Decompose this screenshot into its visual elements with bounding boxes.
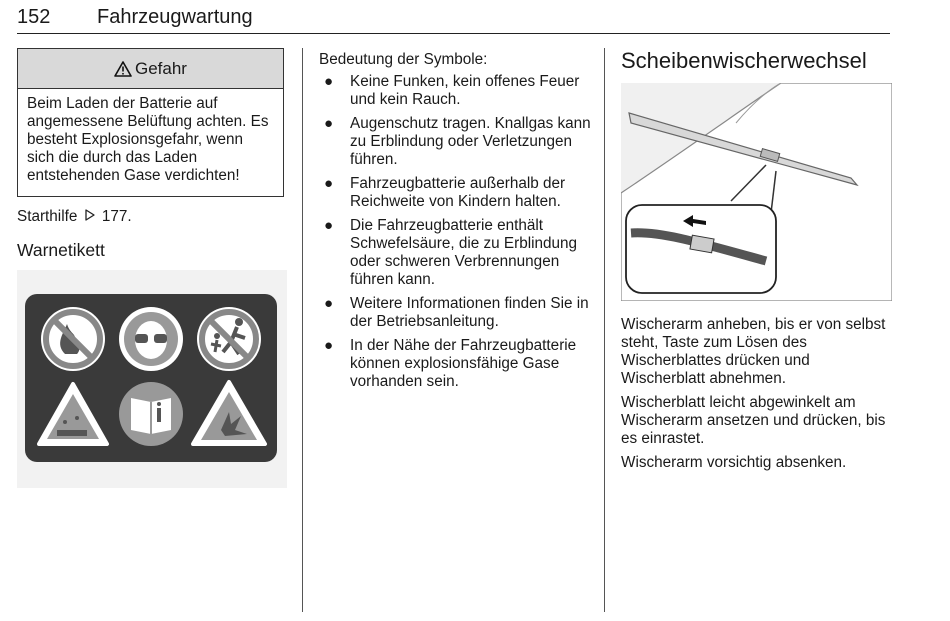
danger-text: Beim Laden der Batterie auf angemessene Belüftung achten. Es besteht Explosionsgefahr, wenn sich die durch das Laden entstehenden Gase verdichten!: [27, 95, 269, 184]
wiper-blade-image: [621, 83, 892, 301]
eye-protection-icon: [119, 307, 183, 371]
bullet-icon: ●: [324, 217, 334, 234]
list-item-text: Augenschutz tragen. Knallgas kann zu Erblindung oder Verletzungen führen.: [350, 115, 591, 168]
danger-heading-label: Gefahr: [135, 58, 187, 78]
list-item-text: Keine Funken, kein offenes Feuer und kein Rauch.: [350, 73, 580, 108]
list-item-text: Fahrzeugbatterie außerhalb der Reichweite von Kindern halten.: [350, 175, 566, 210]
list-item-text: In der Nähe der Fahrzeugbatterie können explosionsfähige Gase vorhanden sein.: [350, 337, 577, 390]
crossref-page[interactable]: 177.: [101, 208, 132, 225]
symbols-intro: Bedeutung der Symbole:: [319, 51, 488, 68]
bullet-icon: ●: [324, 115, 334, 132]
danger-heading: [18, 49, 283, 89]
warning-label-figure: [17, 270, 287, 488]
explosion-warning-icon: [193, 382, 265, 444]
list-item: [319, 295, 599, 331]
warning-label-panel: [25, 294, 277, 462]
symbols-list: [319, 73, 599, 397]
no-fire-icon: [41, 307, 105, 371]
danger-box: [17, 48, 284, 197]
crossref-arrow-icon: [84, 209, 96, 221]
list-item-text: Die Fahrzeugbatterie enthält Schwefelsäure, die zu Erblindung oder schweren Verbrennungen führen kann.: [350, 217, 578, 288]
column-divider-right: [604, 48, 605, 612]
warning-symbols: [25, 294, 277, 462]
wiper-illustration: [621, 83, 892, 301]
bullet-icon: ●: [324, 175, 334, 192]
warnetikett-heading: Warnetikett: [17, 240, 105, 260]
list-item: [319, 73, 599, 109]
list-item-text: Weitere Informationen finden Sie in der Betriebsanleitung.: [350, 295, 589, 330]
page-number: 152: [17, 6, 51, 28]
column-divider-left: [302, 48, 303, 612]
crossref-label: Starthilfe: [17, 208, 78, 225]
page-title: Fahrzeugwartung: [97, 6, 253, 28]
list-item: [319, 175, 599, 211]
crossref-line: [17, 208, 132, 226]
bullet-icon: ●: [324, 295, 334, 312]
manual-info-icon: [119, 382, 183, 446]
wiper-step-2: Wischerblatt leicht abgewinkelt am Wischerarm ansetzen und drücken, bis es einrastet.: [621, 394, 886, 447]
wiper-step-1: Wischerarm anheben, bis er von selbst steht, Taste zum Lösen des Wischerblattes drücken und Wischerblatt abnehmen.: [621, 316, 886, 387]
wiper-instructions: [621, 316, 893, 478]
list-item: [319, 337, 599, 391]
acid-warning-icon: [39, 384, 107, 444]
bullet-icon: ●: [324, 337, 334, 354]
list-item: [319, 217, 599, 289]
warning-triangle-icon: [114, 61, 132, 77]
bullet-icon: ●: [324, 73, 334, 90]
wiper-step-3: Wischerarm vorsichtig absenken.: [621, 454, 847, 471]
page-header: [17, 6, 890, 34]
wiper-heading: Scheibenwischerwechsel: [621, 48, 867, 73]
list-item: [319, 115, 599, 169]
keep-children-away-icon: [197, 307, 261, 371]
